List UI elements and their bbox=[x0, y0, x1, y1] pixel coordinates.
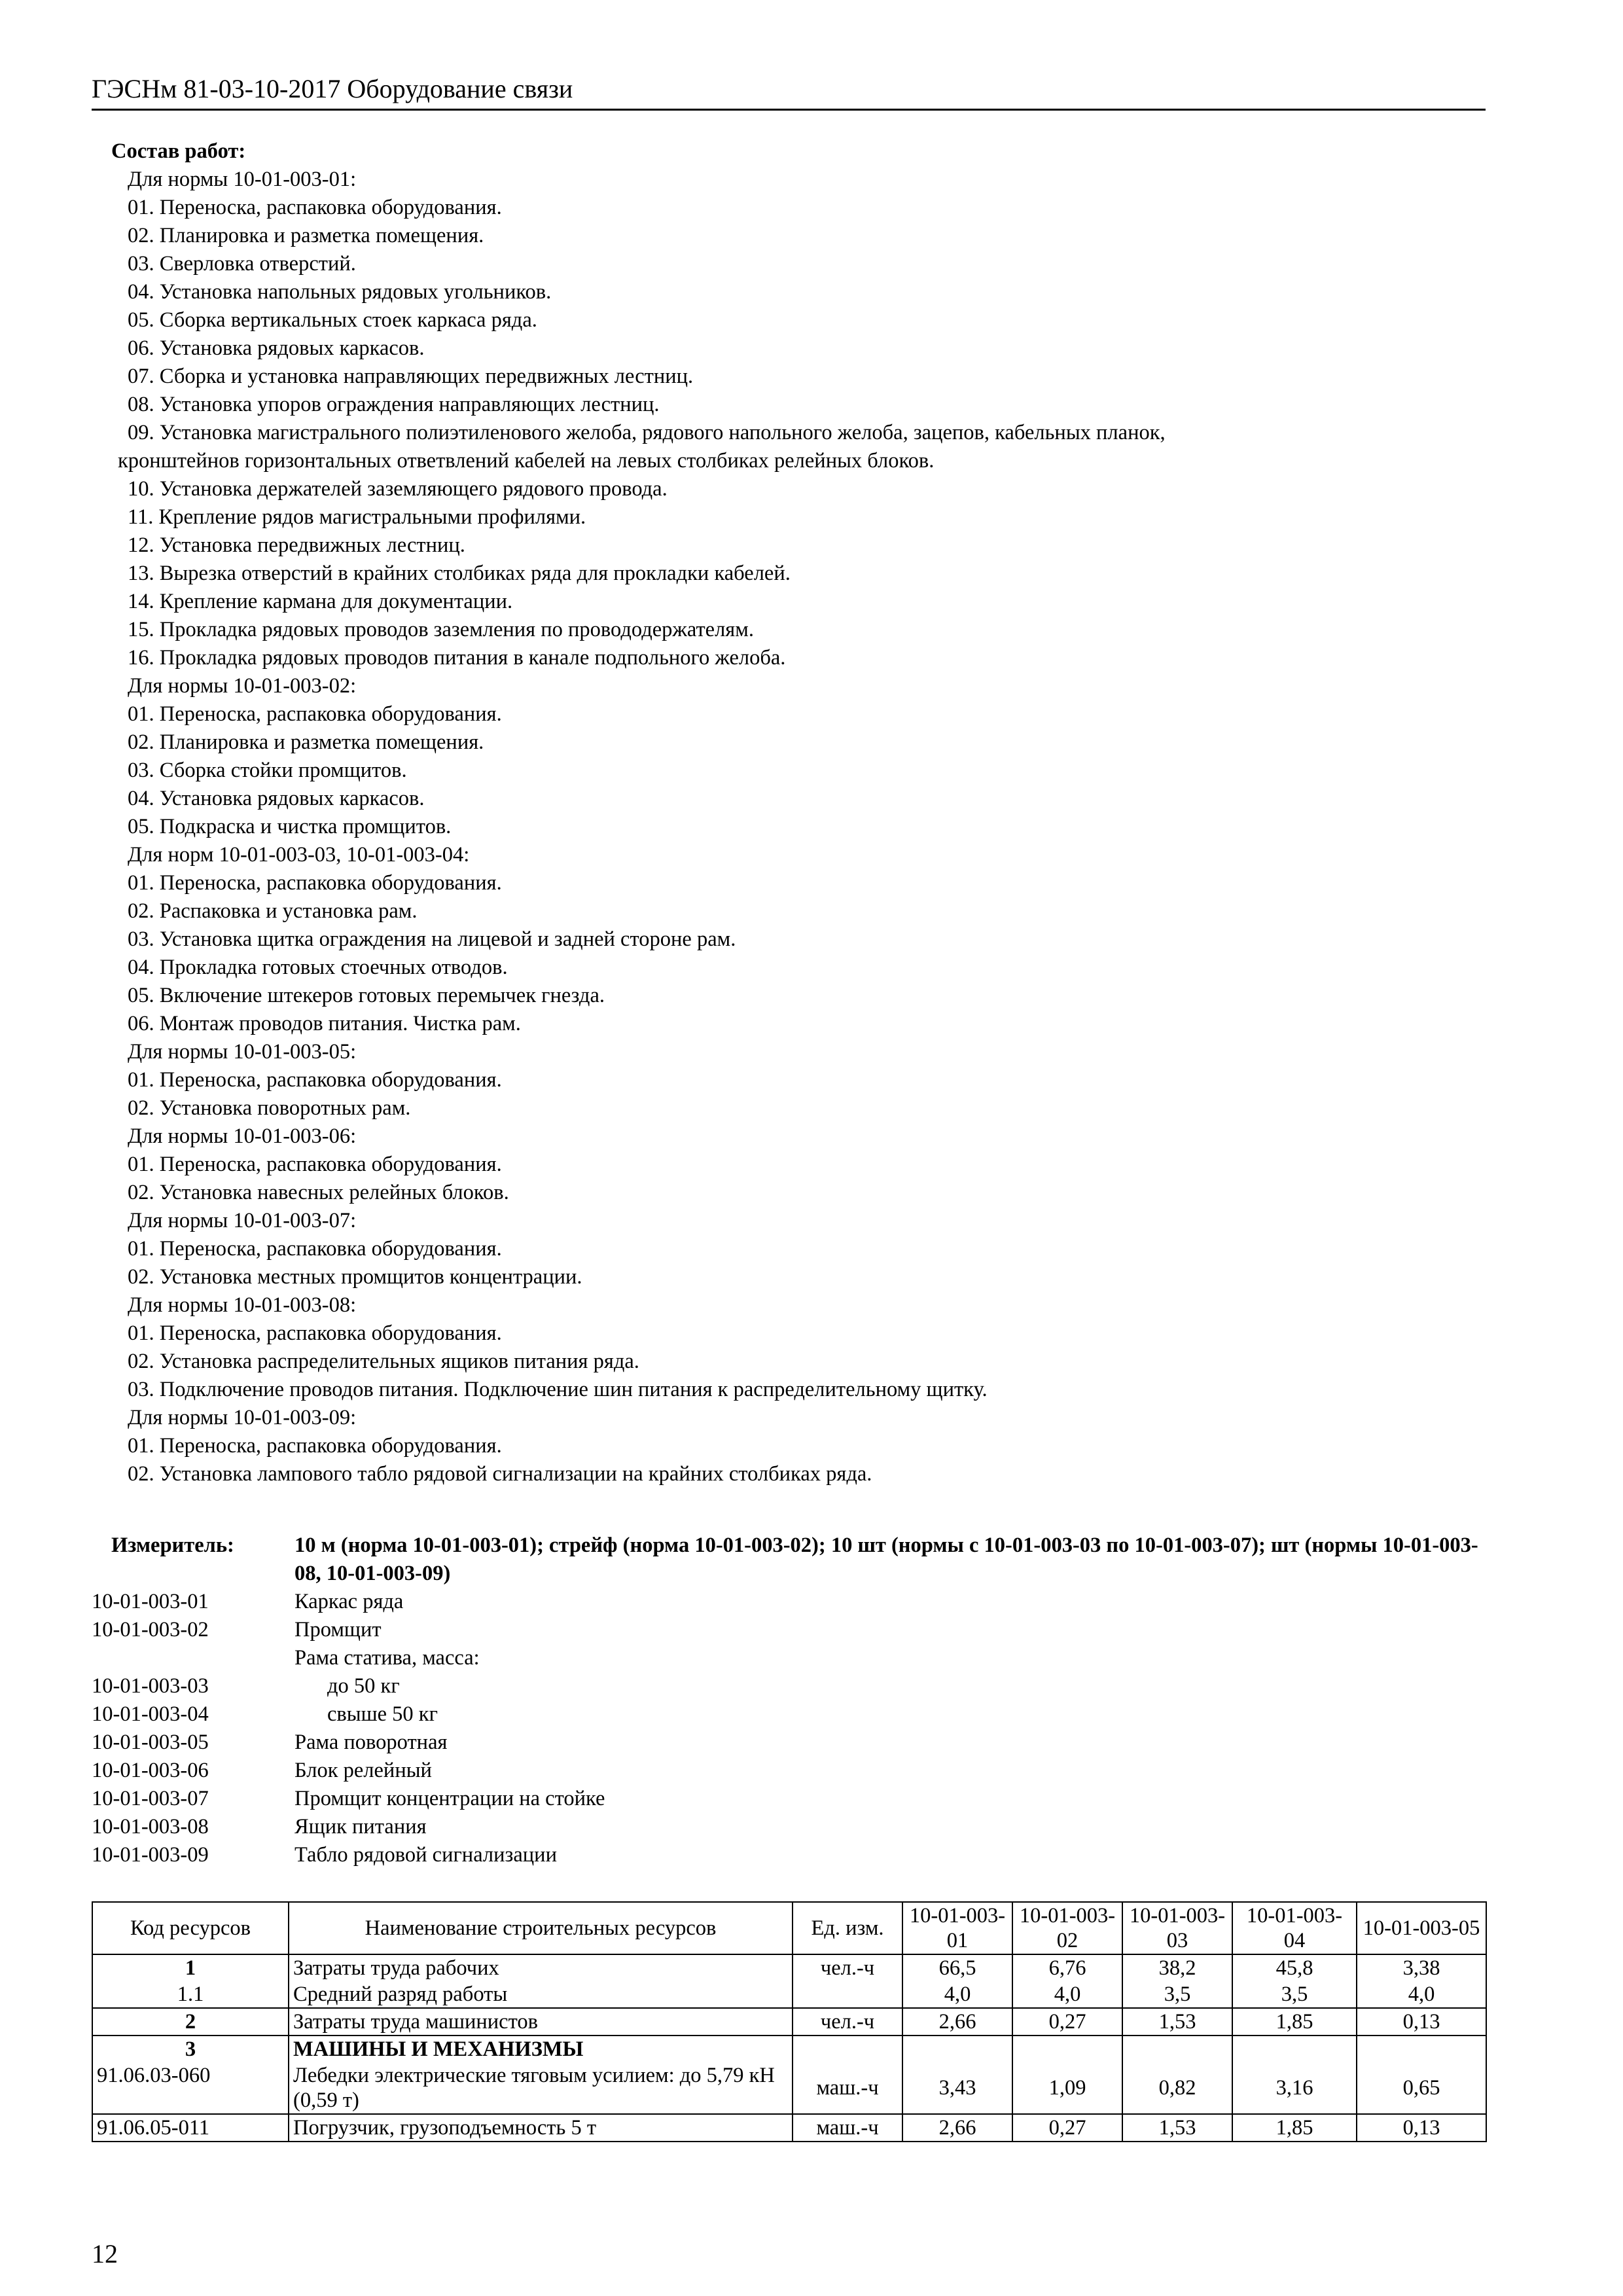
cell-name: Затраты труда рабочих bbox=[289, 1954, 793, 1981]
cell-value bbox=[1012, 2036, 1122, 2062]
measure-name: Промщит bbox=[294, 1618, 382, 1641]
work-line: Для нормы 10-01-003-02: bbox=[128, 674, 357, 698]
cell-value: 3,43 bbox=[902, 2062, 1012, 2114]
cell-code: 91.06.03-060 bbox=[92, 2062, 289, 2114]
cell-value bbox=[1232, 2036, 1357, 2062]
work-line: 01. Переноска, распаковка оборудования. bbox=[128, 1434, 502, 1458]
measure-section bbox=[92, 1532, 1492, 1869]
header-norm: 10-01-003-03 bbox=[1122, 1902, 1232, 1954]
measure-text: 10 м (норма 10-01-003-01); стрейф (норма 10-01-003-02); 10 шт (нормы с 10-01-003-03 по 10-01-003-07); шт (нормы 10-01-003-08, 10-01-003-09) bbox=[294, 1534, 1478, 1585]
measure-name: до 50 кг bbox=[327, 1674, 400, 1698]
measure-code: 10-01-003-09 bbox=[92, 1843, 209, 1867]
cell-unit bbox=[793, 2036, 902, 2062]
cell-value: 0,82 bbox=[1122, 2062, 1232, 2114]
work-line: 01. Переноска, распаковка оборудования. bbox=[128, 196, 502, 219]
work-line: Для нормы 10-01-003-06: bbox=[128, 1124, 357, 1148]
work-line: 02. Планировка и разметка помещения. bbox=[128, 730, 484, 754]
work-line: 02. Установка распределительных ящиков питания ряда. bbox=[128, 1350, 639, 1373]
measure-row bbox=[92, 1813, 1492, 1841]
measure-name: Блок релейный bbox=[294, 1759, 432, 1782]
cell-code: 1 bbox=[92, 1954, 289, 1981]
measure-name: Промщит концентрации на стойке bbox=[294, 1787, 605, 1810]
cell-unit bbox=[793, 1981, 902, 2008]
cell-unit: маш.-ч bbox=[793, 2114, 902, 2142]
measure-code: 10-01-003-05 bbox=[92, 1731, 209, 1754]
measure-code: 10-01-003-03 bbox=[92, 1674, 209, 1698]
work-line: 02. Установка поворотных рам. bbox=[128, 1096, 411, 1120]
cell-value: 4,0 bbox=[1357, 1981, 1486, 2008]
work-line: 03. Сверловка отверстий. bbox=[128, 252, 356, 276]
measure-row bbox=[92, 1841, 1492, 1869]
cell-value: 0,13 bbox=[1357, 2114, 1486, 2142]
work-line: 03. Сборка стойки промщитов. bbox=[128, 759, 407, 782]
work-line: 15. Прокладка рядовых проводов заземления по провододержателям. bbox=[128, 618, 754, 641]
header-norm: 10-01-003-02 bbox=[1012, 1902, 1122, 1954]
cell-value: 4,0 bbox=[902, 1981, 1012, 2008]
work-line: 01. Переноска, распаковка оборудования. bbox=[128, 1237, 502, 1261]
work-line: 01. Переноска, распаковка оборудования. bbox=[128, 871, 502, 895]
header-norm: 10-01-003-05 bbox=[1357, 1902, 1486, 1954]
work-line: 05. Включение штекеров готовых перемычек гнезда. bbox=[128, 984, 605, 1007]
cell-value: 3,38 bbox=[1357, 1954, 1486, 1981]
work-line: кронштейнов горизонтальных ответвлений кабелей на левых столбиках релейных блоков. bbox=[118, 449, 935, 473]
measure-name: Табло рядовой сигнализации bbox=[294, 1843, 557, 1867]
cell-code: 2 bbox=[92, 2008, 289, 2036]
work-line: 06. Монтаж проводов питания. Чистка рам. bbox=[128, 1012, 521, 1035]
work-line: 01. Переноска, распаковка оборудования. bbox=[128, 1068, 502, 1092]
cell-value: 3,16 bbox=[1232, 2062, 1357, 2114]
cell-value bbox=[1357, 2036, 1486, 2062]
cell-value: 1,85 bbox=[1232, 2114, 1357, 2142]
measure-row bbox=[92, 1588, 1492, 1616]
work-line: 03. Подключение проводов питания. Подключение шин питания к распределительному щитку. bbox=[128, 1378, 988, 1401]
work-line: 02. Распаковка и установка рам. bbox=[128, 899, 418, 923]
cell-value: 3,5 bbox=[1122, 1981, 1232, 2008]
header-norm: 10-01-003-01 bbox=[902, 1902, 1012, 1954]
header-norm: 10-01-003-04 bbox=[1232, 1902, 1357, 1954]
resources-table bbox=[92, 1901, 1487, 2142]
work-line: Для норм 10-01-003-03, 10-01-003-04: bbox=[128, 843, 470, 867]
work-line: 09. Установка магистрального полиэтиленового желоба, рядового напольного желоба, зацепов, кабельных планок, bbox=[128, 421, 1166, 444]
cell-code: 91.06.05-011 bbox=[92, 2114, 289, 2142]
measure-label: Измеритель: bbox=[111, 1534, 234, 1557]
cell-value: 0,27 bbox=[1012, 2114, 1122, 2142]
header-name: Наименование строительных ресурсов bbox=[289, 1902, 793, 1954]
work-line: 01. Переноска, распаковка оборудования. bbox=[128, 1153, 502, 1176]
measure-code: 10-01-003-08 bbox=[92, 1815, 209, 1839]
measure-code: 10-01-003-07 bbox=[92, 1787, 209, 1810]
measure-code bbox=[92, 1644, 294, 1672]
work-line: 14. Крепление кармана для документации. bbox=[128, 590, 513, 613]
cell-name: Погрузчик, грузоподъемность 5 т bbox=[289, 2114, 793, 2142]
header-unit: Ед. изм. bbox=[793, 1902, 902, 1954]
cell-value: 2,66 bbox=[902, 2008, 1012, 2036]
work-line: 02. Установка навесных релейных блоков. bbox=[128, 1181, 509, 1204]
measure-code: 10-01-003-06 bbox=[92, 1759, 209, 1782]
work-line: 05. Сборка вертикальных стоек каркаса ряда. bbox=[128, 308, 537, 332]
cell-value: 1,09 bbox=[1012, 2062, 1122, 2114]
work-line: 11. Крепление рядов магистральными профилями. bbox=[128, 505, 586, 529]
measure-row bbox=[92, 1672, 1492, 1700]
table-row bbox=[92, 1954, 1486, 1981]
measure-row bbox=[92, 1757, 1492, 1785]
cell-value bbox=[1122, 2036, 1232, 2062]
work-line: 13. Вырезка отверстий в крайних столбиках ряда для прокладки кабелей. bbox=[128, 562, 791, 585]
work-composition bbox=[92, 137, 1492, 1488]
cell-value: 0,65 bbox=[1357, 2062, 1486, 2114]
work-line: 04. Установка напольных рядовых угольников. bbox=[128, 280, 552, 304]
measure-name: Ящик питания bbox=[294, 1815, 427, 1839]
work-line: 02. Планировка и разметка помещения. bbox=[128, 224, 484, 247]
cell-value: 2,66 bbox=[902, 2114, 1012, 2142]
cell-value: 38,2 bbox=[1122, 1954, 1232, 1981]
work-line: Для нормы 10-01-003-07: bbox=[128, 1209, 357, 1232]
cell-value: 0,27 bbox=[1012, 2008, 1122, 2036]
table-row bbox=[92, 2062, 1486, 2114]
cell-value bbox=[902, 2036, 1012, 2062]
work-line: 07. Сборка и установка направляющих передвижных лестниц. bbox=[128, 365, 694, 388]
cell-unit: чел.-ч bbox=[793, 2008, 902, 2036]
cell-name: Лебедки электрические тяговым усилием: до 5,79 кН (0,59 т) bbox=[289, 2062, 793, 2114]
cell-value: 1,53 bbox=[1122, 2114, 1232, 2142]
work-line: 12. Установка передвижных лестниц. bbox=[128, 533, 465, 557]
cell-value: 0,13 bbox=[1357, 2008, 1486, 2036]
measure-name: Рама поворотная bbox=[294, 1731, 448, 1754]
work-line: 10. Установка держателей заземляющего рядового провода. bbox=[128, 477, 668, 501]
cell-unit: маш.-ч bbox=[793, 2062, 902, 2114]
table-row bbox=[92, 1981, 1486, 2008]
measure-row bbox=[92, 1700, 1492, 1729]
cell-value: 4,0 bbox=[1012, 1981, 1122, 2008]
work-line: Для нормы 10-01-003-05: bbox=[128, 1040, 357, 1064]
work-line: 04. Установка рядовых каркасов. bbox=[128, 787, 425, 810]
cell-value: 3,5 bbox=[1232, 1981, 1357, 2008]
cell-value: 45,8 bbox=[1232, 1954, 1357, 1981]
cell-name: Затраты труда машинистов bbox=[289, 2008, 793, 2036]
work-line: 05. Подкраска и чистка промщитов. bbox=[128, 815, 452, 838]
cell-unit: чел.-ч bbox=[793, 1954, 902, 1981]
measure-row bbox=[92, 1644, 1492, 1672]
work-line: 02. Установка местных промщитов концентрации. bbox=[128, 1265, 582, 1289]
cell-name: МАШИНЫ И МЕХАНИЗМЫ bbox=[289, 2036, 793, 2062]
work-line: 06. Установка рядовых каркасов. bbox=[128, 336, 425, 360]
work-line: Для нормы 10-01-003-09: bbox=[128, 1406, 357, 1429]
cell-code: 1.1 bbox=[92, 1981, 289, 2008]
work-line: 01. Переноска, распаковка оборудования. bbox=[128, 1321, 502, 1345]
running-header: ГЭСНм 81-03-10-2017 Оборудование связи bbox=[92, 72, 1486, 111]
measure-row bbox=[92, 1785, 1492, 1813]
cell-value: 6,76 bbox=[1012, 1954, 1122, 1981]
measure-code: 10-01-003-01 bbox=[92, 1590, 209, 1613]
table-row bbox=[92, 2114, 1486, 2142]
cell-name: Средний разряд работы bbox=[289, 1981, 793, 2008]
measure-row bbox=[92, 1729, 1492, 1757]
cell-value: 66,5 bbox=[902, 1954, 1012, 1981]
cell-value: 1,85 bbox=[1232, 2008, 1357, 2036]
measure-name: Рама статива, масса: bbox=[294, 1646, 480, 1670]
measure-name: свыше 50 кг bbox=[327, 1702, 438, 1726]
measure-name: Каркас ряда bbox=[294, 1590, 404, 1613]
table-header-row bbox=[92, 1902, 1486, 1954]
work-composition-heading: Состав работ: bbox=[111, 139, 246, 163]
measure-code: 10-01-003-02 bbox=[92, 1618, 209, 1641]
cell-code: 3 bbox=[92, 2036, 289, 2062]
work-line: 08. Установка упоров ограждения направляющих лестниц. bbox=[128, 393, 660, 416]
work-line: 02. Установка лампового табло рядовой сигнализации на крайних столбиках ряда. bbox=[128, 1462, 872, 1486]
measure-header bbox=[92, 1532, 1492, 1588]
work-line: 01. Переноска, распаковка оборудования. bbox=[128, 702, 502, 726]
table-row bbox=[92, 2008, 1486, 2036]
work-line: 03. Установка щитка ограждения на лицевой и задней стороне рам. bbox=[128, 927, 736, 951]
work-line: Для нормы 10-01-003-01: bbox=[128, 168, 357, 191]
measure-code: 10-01-003-04 bbox=[92, 1702, 209, 1726]
page-number: 12 bbox=[92, 2239, 118, 2269]
work-line: Для нормы 10-01-003-08: bbox=[128, 1293, 357, 1317]
work-line: 16. Прокладка рядовых проводов питания в канале подпольного желоба. bbox=[128, 646, 786, 670]
cell-value: 1,53 bbox=[1122, 2008, 1232, 2036]
measure-row bbox=[92, 1616, 1492, 1644]
work-line: 04. Прокладка готовых стоечных отводов. bbox=[128, 956, 508, 979]
table-row bbox=[92, 2036, 1486, 2062]
header-code: Код ресурсов bbox=[92, 1902, 289, 1954]
